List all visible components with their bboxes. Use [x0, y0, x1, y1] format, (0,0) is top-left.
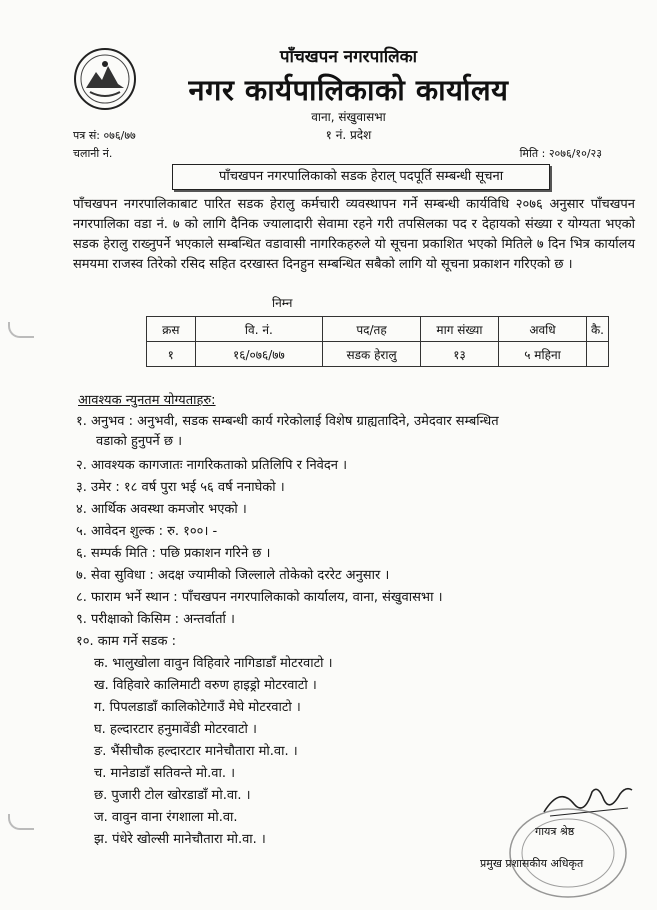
- requirement-item: ३. उमेर : १८ वर्ष पुरा भई ५६ वर्ष ननाघेको ।: [76, 480, 285, 495]
- notice-subject: पाँचखपन नगरपालिकाको सडक हेराल् पदपूर्ति सम्बन्धी सूचना: [172, 164, 550, 190]
- col-header: क्रस: [147, 317, 196, 342]
- punch-hole-mark: [8, 814, 34, 830]
- road-item: च. मानेडाडाँ सतिवन्ते मो.वा. ।: [94, 766, 236, 781]
- requirement-item: ८. फाराम भर्ने स्थान : पाँचखपन नगरपालिकाको कार्यालय, वाना, संखुवासभा ।: [76, 590, 443, 605]
- requirement-item: वडाको हुनुपर्ने छ ।: [96, 434, 183, 449]
- office-stamp: [500, 795, 630, 905]
- requirement-item: २. आवश्यक कागजातः नागरिकताको प्रतिलिपि र निवेदन ।: [76, 458, 348, 473]
- road-item: क. भालुखोला वावुन विहिवारे नागिडाडाँ मोटरवाटो ।: [94, 656, 333, 671]
- province: १ नं. प्रदेश: [325, 128, 372, 142]
- col-header: अवधि: [499, 317, 587, 342]
- col-header: पद/तह: [323, 317, 421, 342]
- road-item: छ. पुजारी टोल खोरडाडाँ मो.वा. ।: [94, 788, 251, 803]
- table-cell: [586, 342, 608, 367]
- table-cell: सडक हेरालु: [323, 342, 421, 367]
- col-header: वि. नं.: [195, 317, 323, 342]
- road-item: ग. पिपलडाडाँ कालिकोटेगाउँ मेघे मोटरवाटो ।: [94, 700, 301, 715]
- requirement-item: ५. आवेदन शुल्क : रु. १००। -: [76, 524, 218, 539]
- dispatch-number: चलानी नं.: [73, 147, 113, 160]
- signatory-title: प्रमुख प्रशासकीय अधिकृत: [480, 857, 584, 870]
- office-name: नगर कार्यपालिकाको कार्यालय: [188, 73, 509, 107]
- table-cell: १३: [420, 342, 498, 367]
- signatory-name: गायत्र श्रेष्ठ: [535, 825, 575, 838]
- notice-body: पाँचखपन नगरपालिकाबाट पारित सडक हेरालु कर्मचारी व्यवस्थापन गर्ने सम्बन्धी कार्यविधि २०७६ अनुसार पाँचखपन नगरपालिका वडा नं. ७ को लागि दैनिक ज्यालादारी सेवामा रहने गरी तपसिलका पद र देहायको संख्या र योग्यता भएको सडक हेरालु राख्नुपर्ने भएकाले सम्बन्धित वडावासी नागरिकहरुले यो सूचना प्रकाशित भएको मितिले ७ दिन भित्र कार्यालय समयमा राजस्व तिरेको रसिद सहित दरखास्त दिनहुन सम्बन्धित सबैको लागि यो सूचना प्रकाशन गरिएको छ ।: [73, 197, 635, 272]
- municipality-name: पाँचखपन नगरपालिका: [279, 47, 418, 67]
- letter-number: पत्र सं: ०७६/७७: [73, 129, 136, 142]
- col-header: कै.: [586, 317, 608, 342]
- office-address: वाना, संखुवासभा: [311, 110, 386, 124]
- table-cell: १: [147, 342, 196, 367]
- table-header-row: [147, 317, 609, 342]
- requirement-item: ९. परीक्षाको किसिम : अन्तर्वार्ता ।: [76, 612, 235, 627]
- requirement-item: ४. आर्थिक अवस्था कमजोर भएको ।: [76, 502, 247, 517]
- road-item: ख. विहिवारे कालिमाटी वरुण हाइड्रो मोटरवाटो ।: [94, 678, 317, 693]
- requirement-item: ७. सेवा सुविधा : अदक्ष ज्यामीको जिल्लाले तोकेको दररेट अनुसार ।: [76, 568, 390, 583]
- road-item: घ. हल्दारटार हनुमावेंडी मोटरवाटो ।: [94, 722, 257, 737]
- vacancy-table: [146, 316, 609, 367]
- table-cell: १६/०७६/७७: [195, 342, 323, 367]
- road-item: ज. वावुन वाना रंगशाला मो.वा.: [94, 810, 238, 825]
- road-item: झ. पंधेरे खोल्सी मानेचौतारा मो.वा. ।: [94, 832, 266, 847]
- table-caption: निम्न: [272, 296, 293, 310]
- requirements-title: आवश्यक न्युनतम योग्यताहरु:: [78, 393, 216, 408]
- road-item: ङ. भैंसीचौक हल्दारटार मानेचौतारा मो.वा. ।: [94, 744, 298, 759]
- requirement-item: १०. काम गर्ने सडक :: [76, 634, 176, 649]
- table-row: [147, 342, 609, 367]
- col-header: माग संख्या: [420, 317, 498, 342]
- table-cell: ५ महिना: [499, 342, 587, 367]
- letter-date: मिति : २०७६/१०/२३: [519, 147, 602, 160]
- requirement-item: ६. सम्पर्क मिति : पछि प्रकाशन गरिने छ ।: [76, 546, 271, 561]
- requirement-item: १. अनुभव : अनुभवी, सडक सम्बन्धी कार्य गरेकोलाई विशेष ग्राह्यतादिने, उमेदवार सम्बन्धित: [76, 414, 499, 429]
- punch-hole-mark: [8, 322, 34, 338]
